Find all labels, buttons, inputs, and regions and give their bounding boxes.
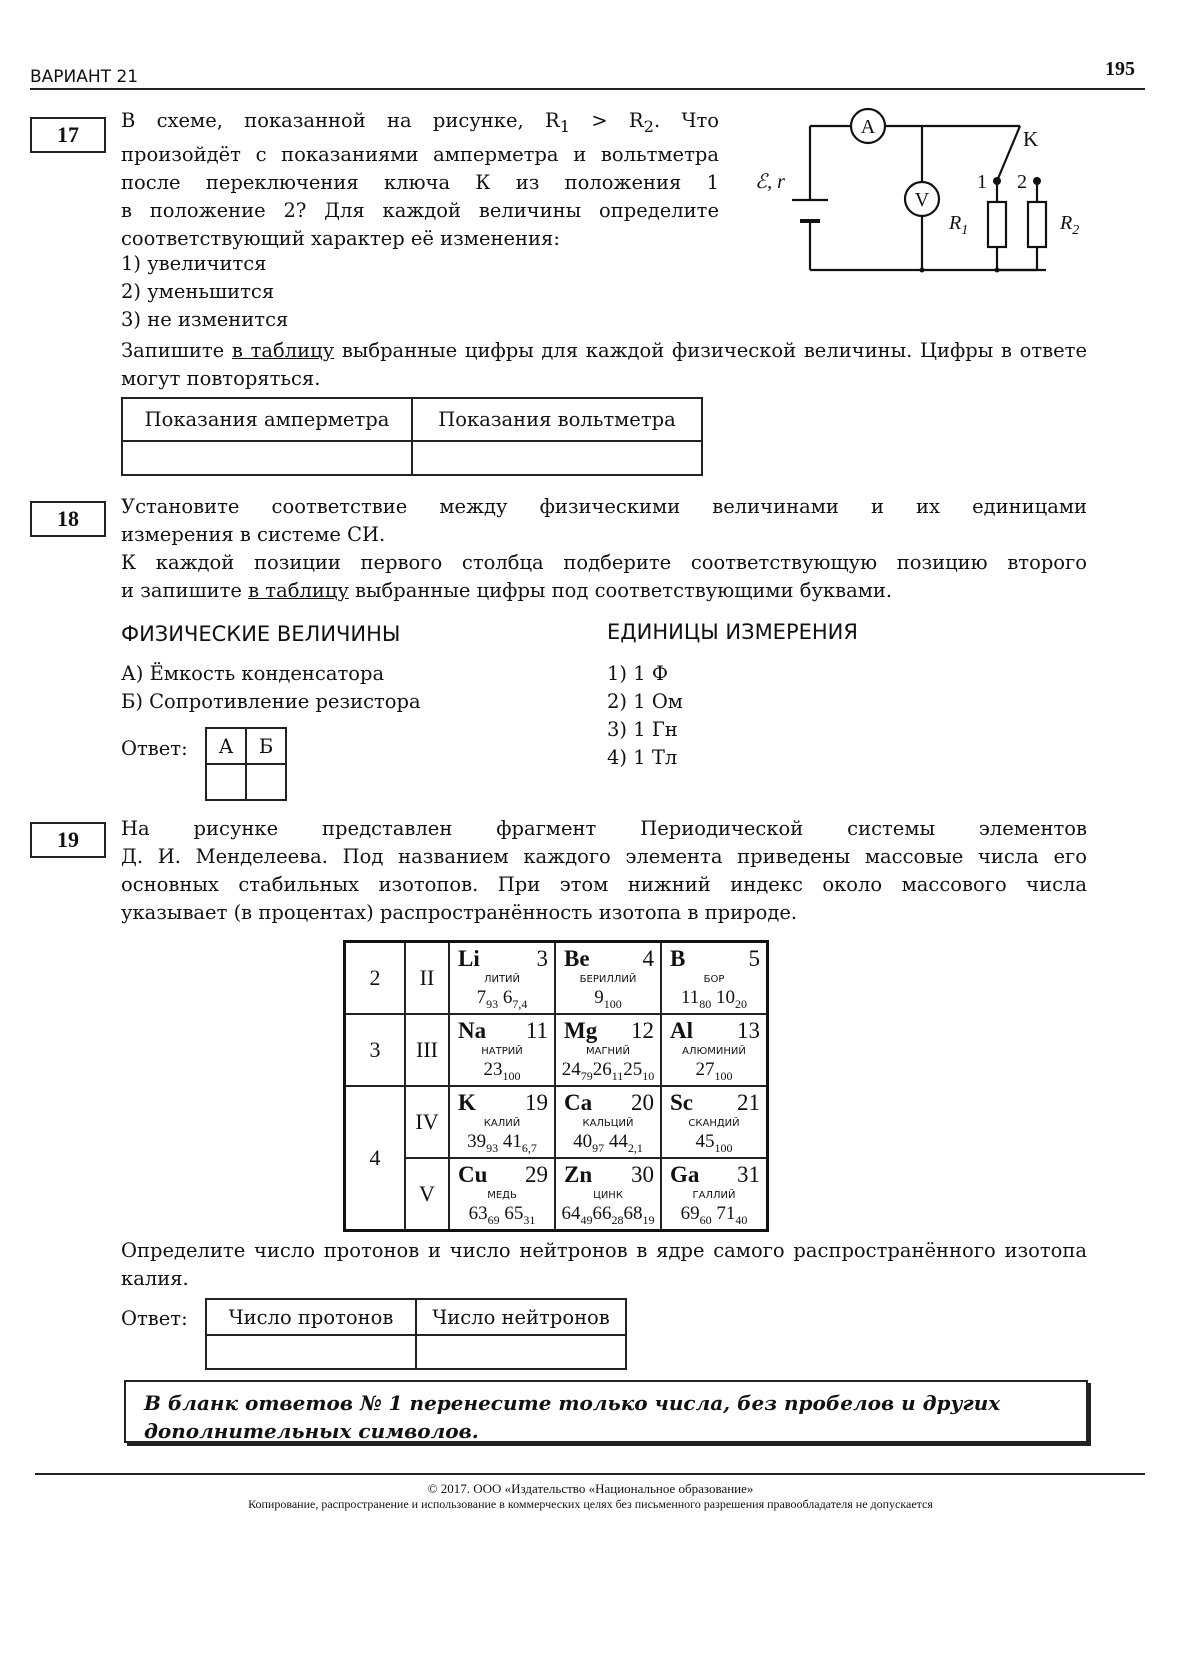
element-atomic-number: 11 [525, 1018, 548, 1043]
element-ga [662, 1159, 766, 1229]
question-17-number: 17 [30, 117, 106, 153]
resistor-r2-label [1059, 212, 1079, 238]
q18-left-items [121, 660, 421, 716]
q18-line4-post: выбранные цифры под соответствующими буквами. [348, 579, 893, 602]
isotope-mass: 9 [594, 987, 604, 1008]
isotope-mass: 23 [483, 1059, 503, 1080]
isotope-abundance: 60 [699, 1212, 712, 1227]
isotope-abundance: 10 [642, 1068, 655, 1083]
q18-left-item: А) Ёмкость конденсатора [121, 662, 385, 685]
isotope-mass: 71 [716, 1203, 736, 1224]
isotope-mass: 6 [502, 987, 513, 1008]
element-isotopes [450, 1059, 554, 1084]
r1-sub: 1 [961, 223, 969, 238]
q18-right-item: 1) 1 Ф [607, 662, 669, 685]
isotope-mass: 45 [695, 1131, 715, 1152]
isotope-mass: 69 [680, 1203, 700, 1224]
switch-contact-2 [1033, 177, 1041, 185]
element-name: ЦИНК [593, 1190, 623, 1201]
row-label: III [405, 1014, 449, 1086]
q17-text-l4: в положение 2? Для каждой величины определите [121, 198, 719, 222]
q18-right-item: 3) 1 Гн [607, 718, 678, 741]
isotope-mass: 44 [608, 1131, 628, 1152]
question-18-text [121, 493, 1087, 605]
q17-text-end: . Что [653, 109, 720, 132]
isotope-mass: 65 [504, 1203, 524, 1224]
isotope-abundance: 69 [487, 1212, 500, 1227]
element-symbol: B [670, 946, 686, 971]
element-isotopes [450, 987, 554, 1012]
isotope-abundance: 97 [592, 1140, 605, 1155]
isotope-abundance: 7,4 [512, 996, 528, 1011]
q19-line4: указывает (в процентах) распространённость изотопа в природе. [121, 901, 798, 924]
element-atomic-number: 3 [536, 946, 548, 971]
element-zn [556, 1159, 660, 1229]
q18-answer-cell-a[interactable] [206, 764, 246, 800]
element-isotopes [556, 987, 660, 1012]
element-cell [449, 1158, 555, 1231]
answer-instruction-note: В бланк ответов № 1 перенесите только числа, без пробелов и других дополнительных символов. [124, 1380, 1088, 1443]
q18-left-item: Б) Сопротивление резистора [121, 690, 421, 713]
circuit-diagram [755, 105, 1095, 280]
q18-right-item: 2) 1 Ом [607, 690, 683, 713]
element-name: МАГНИЙ [585, 1046, 631, 1057]
q18-line1: Установите соответствие между физическими величинами и их единицами [121, 495, 1087, 518]
header-divider [30, 88, 1145, 90]
element-symbol: Na [458, 1018, 487, 1043]
resistor-r1-symbol [988, 202, 1006, 247]
page-number: 195 [1105, 58, 1135, 80]
q17-instruction [121, 337, 1087, 393]
q17-answer-ammeter-cell[interactable] [122, 441, 412, 475]
q17-col-voltmeter: Показания вольтметра [412, 398, 702, 441]
isotope-abundance: 49 [580, 1212, 593, 1227]
element-k [450, 1087, 554, 1157]
element-symbol: K [458, 1090, 476, 1115]
variant-title: ВАРИАНТ 21 [30, 67, 139, 87]
element-atomic-number: 21 [737, 1090, 760, 1115]
q18-answer-col-b: Б [246, 728, 286, 764]
q19-answer-label: Ответ: [121, 1307, 188, 1330]
q18-col-left-heading: ФИЗИЧЕСКИЕ ВЕЛИЧИНЫ [121, 622, 401, 646]
q17-option: 3) не изменится [121, 308, 289, 331]
period-label: 4 [345, 1086, 406, 1231]
element-isotopes [556, 1059, 660, 1084]
isotope-abundance: 100 [714, 1068, 733, 1083]
isotope-mass: 25 [623, 1059, 643, 1080]
isotope-mass: 39 [467, 1131, 487, 1152]
row-label: II [405, 942, 449, 1015]
element-symbol: Ga [670, 1162, 700, 1187]
resistor-r1-label [948, 212, 968, 238]
isotope-mass: 68 [623, 1203, 643, 1224]
element-cell [661, 1014, 768, 1086]
isotope-abundance: 6,7 [521, 1140, 537, 1155]
element-name: БОР [703, 974, 725, 985]
q19-line2: Д. И. Менделеева. Под названием каждого элемента приведены массовые числа его [121, 845, 1087, 868]
element-symbol: Zn [564, 1162, 593, 1187]
element-atomic-number: 12 [631, 1018, 654, 1043]
resistor-r2-symbol [1028, 202, 1046, 247]
isotope-mass: 63 [468, 1203, 488, 1224]
q18-right-items [607, 660, 683, 772]
q17-option: 2) уменьшится [121, 280, 275, 303]
footer-divider [35, 1473, 1145, 1475]
element-al [662, 1015, 766, 1085]
q19-answer-neutrons-cell[interactable] [416, 1335, 626, 1369]
element-cell [449, 1014, 555, 1086]
q18-answer-col-a: А [206, 728, 246, 764]
q17-text-l5: соответствующий характер её изменения: [121, 226, 560, 250]
isotope-abundance: 93 [486, 996, 499, 1011]
element-name: ГАЛЛИЙ [692, 1190, 736, 1201]
q17-col-ammeter: Показания амперметра [122, 398, 412, 441]
element-atomic-number: 5 [748, 946, 760, 971]
isotope-mass: 27 [695, 1059, 715, 1080]
switch-pos-1-label: 1 [977, 171, 987, 193]
key-label: K [1023, 127, 1039, 151]
q17-text-gt: > R [570, 109, 644, 132]
question-19-text [121, 815, 1087, 927]
element-symbol: Cu [458, 1162, 488, 1187]
q17-option: 1) увеличится [121, 252, 267, 275]
element-atomic-number: 30 [631, 1162, 654, 1187]
element-symbol: Al [670, 1018, 693, 1043]
switch-contact-1 [993, 177, 1001, 185]
element-atomic-number: 19 [525, 1090, 548, 1115]
q19-line1: На рисунке представлен фрагмент Периодической системы элементов [121, 817, 1087, 840]
element-cell [661, 942, 768, 1015]
q18-line4-pre: и запишите [121, 579, 249, 602]
q17-answer-voltmeter-cell[interactable] [412, 441, 702, 475]
element-atomic-number: 20 [631, 1090, 654, 1115]
question-18-number: 18 [30, 501, 106, 537]
switch-pos-2-label: 2 [1017, 171, 1027, 193]
element-atomic-number: 4 [642, 946, 654, 971]
element-isotopes [662, 987, 766, 1012]
element-symbol: Mg [564, 1018, 598, 1043]
element-li [450, 943, 554, 1013]
element-name: КАЛЬЦИЙ [582, 1118, 634, 1129]
element-name: НАТРИЙ [481, 1046, 523, 1057]
element-atomic-number: 13 [737, 1018, 760, 1043]
q17-text-l2: произойдёт с показаниями амперметра и вольтметра [121, 142, 719, 166]
element-name: ЛИТИЙ [483, 974, 521, 985]
element-name: КАЛИЙ [483, 1118, 521, 1129]
isotope-mass: 41 [502, 1131, 522, 1152]
element-atomic-number: 31 [737, 1162, 760, 1187]
element-name: СКАНДИЙ [688, 1118, 740, 1129]
junction-dot [920, 268, 925, 273]
element-na [450, 1015, 554, 1085]
q18-col-right-heading: ЕДИНИЦЫ ИЗМЕРЕНИЯ [607, 620, 858, 644]
isotope-abundance: 100 [603, 996, 622, 1011]
isotope-abundance: 20 [735, 996, 748, 1011]
row-label: IV [405, 1086, 449, 1158]
footer-rights: Копирование, распространение и использование в коммерческих целях без письменного разрешения правообладателя не допускается [248, 1497, 933, 1511]
isotope-mass: 7 [476, 987, 487, 1008]
r1-letter: R [949, 212, 962, 234]
element-b [662, 943, 766, 1013]
element-symbol: Ca [564, 1090, 593, 1115]
element-isotopes [450, 1203, 554, 1228]
element-be [556, 943, 660, 1013]
footer-copyright: © 2017. ООО «Издательство «Национальное образование» [427, 1481, 754, 1496]
element-symbol: Be [564, 946, 590, 971]
isotope-mass: 40 [573, 1131, 593, 1152]
element-cell [555, 1014, 661, 1086]
q17-text-l1: В схеме, показанной на рисунке, R [121, 109, 560, 132]
element-atomic-number: 29 [525, 1162, 548, 1187]
element-name: МЕДЬ [487, 1190, 517, 1201]
isotope-mass: 24 [561, 1059, 581, 1080]
isotope-abundance: 79 [580, 1068, 593, 1083]
element-cell [555, 942, 661, 1015]
r2-letter: R [1060, 212, 1073, 234]
periodic-table-fragment [343, 940, 769, 1232]
isotope-abundance: 28 [611, 1212, 624, 1227]
q18-answer-table [205, 727, 287, 801]
element-sc [662, 1087, 766, 1157]
element-cell [449, 1086, 555, 1158]
element-symbol: Li [458, 946, 480, 971]
element-isotopes [662, 1203, 766, 1228]
q17-sub-r1: 1 [559, 116, 571, 136]
q17-options [121, 250, 288, 334]
q17-answer-table [121, 397, 703, 476]
element-symbol: Sc [670, 1090, 693, 1115]
element-isotopes [556, 1131, 660, 1156]
q19-line3: основных стабильных изотопов. При этом нижний индекс около массового числа [121, 873, 1087, 896]
isotope-abundance: 2,1 [627, 1140, 643, 1155]
isotope-abundance: 11 [611, 1068, 624, 1083]
isotope-abundance: 93 [486, 1140, 499, 1155]
element-cell [555, 1158, 661, 1231]
element-isotopes [450, 1131, 554, 1156]
q18-answer-label: Ответ: [121, 737, 188, 760]
isotope-abundance: 31 [523, 1212, 536, 1227]
q17-instruction-post: выбранные цифры для каждой физической величины. Цифры в ответе могут повторяться. [121, 339, 1088, 390]
isotope-abundance: 100 [714, 1140, 733, 1155]
isotope-abundance: 80 [699, 996, 712, 1011]
q18-right-item: 4) 1 Тл [607, 746, 678, 769]
q17-instruction-pre: Запишите [121, 339, 232, 362]
isotope-abundance: 100 [502, 1068, 521, 1083]
q17-sub-r2: 2 [643, 116, 654, 136]
element-cell [555, 1086, 661, 1158]
emf-label: ℰ, r [755, 171, 785, 193]
voltmeter-label: V [914, 189, 930, 211]
element-ca [556, 1087, 660, 1157]
element-isotopes [556, 1203, 660, 1228]
question-19-number: 19 [30, 822, 106, 858]
isotope-mass: 11 [680, 987, 700, 1008]
element-cell [449, 942, 555, 1015]
junction-dot [995, 268, 1000, 273]
isotope-mass: 66 [592, 1203, 612, 1224]
q19-col-neutrons: Число нейтронов [416, 1299, 626, 1335]
element-cell [661, 1158, 768, 1231]
question-17-text [121, 107, 719, 253]
q17-instruction-link: в таблицу [231, 339, 335, 362]
element-isotopes [662, 1059, 766, 1084]
isotope-abundance: 40 [735, 1212, 748, 1227]
q17-text-l3: после переключения ключа К из положения 1 [121, 170, 719, 194]
isotope-mass: 10 [716, 987, 736, 1008]
isotope-mass: 26 [592, 1059, 612, 1080]
r2-sub: 2 [1072, 223, 1080, 238]
q18-line4-link: в таблицу [248, 579, 349, 602]
q18-line3: К каждой позиции первого столбца подберите соответствующую позицию второго [121, 551, 1087, 574]
element-name: БЕРИЛЛИЙ [579, 974, 637, 985]
isotope-mass: 64 [561, 1203, 581, 1224]
element-name: АЛЮМИНИЙ [682, 1046, 746, 1057]
q19-answer-table [205, 1298, 627, 1370]
q18-answer-cell-b[interactable] [246, 764, 286, 800]
period-label: 2 [345, 942, 406, 1015]
element-isotopes [662, 1131, 766, 1156]
period-label: 3 [345, 1014, 406, 1086]
q19-task: Определите число протонов и число нейтронов в ядре самого распространённого изотопа калия. [121, 1239, 1087, 1290]
element-cu [450, 1159, 554, 1229]
q19-answer-protons-cell[interactable] [206, 1335, 416, 1369]
isotope-abundance: 19 [642, 1212, 655, 1227]
q18-line2: измерения в системе СИ. [121, 523, 386, 546]
element-cell [661, 1086, 768, 1158]
element-mg [556, 1015, 660, 1085]
row-label: V [405, 1158, 449, 1231]
q19-col-protons: Число протонов [206, 1299, 416, 1335]
ammeter-label: A [860, 116, 876, 138]
